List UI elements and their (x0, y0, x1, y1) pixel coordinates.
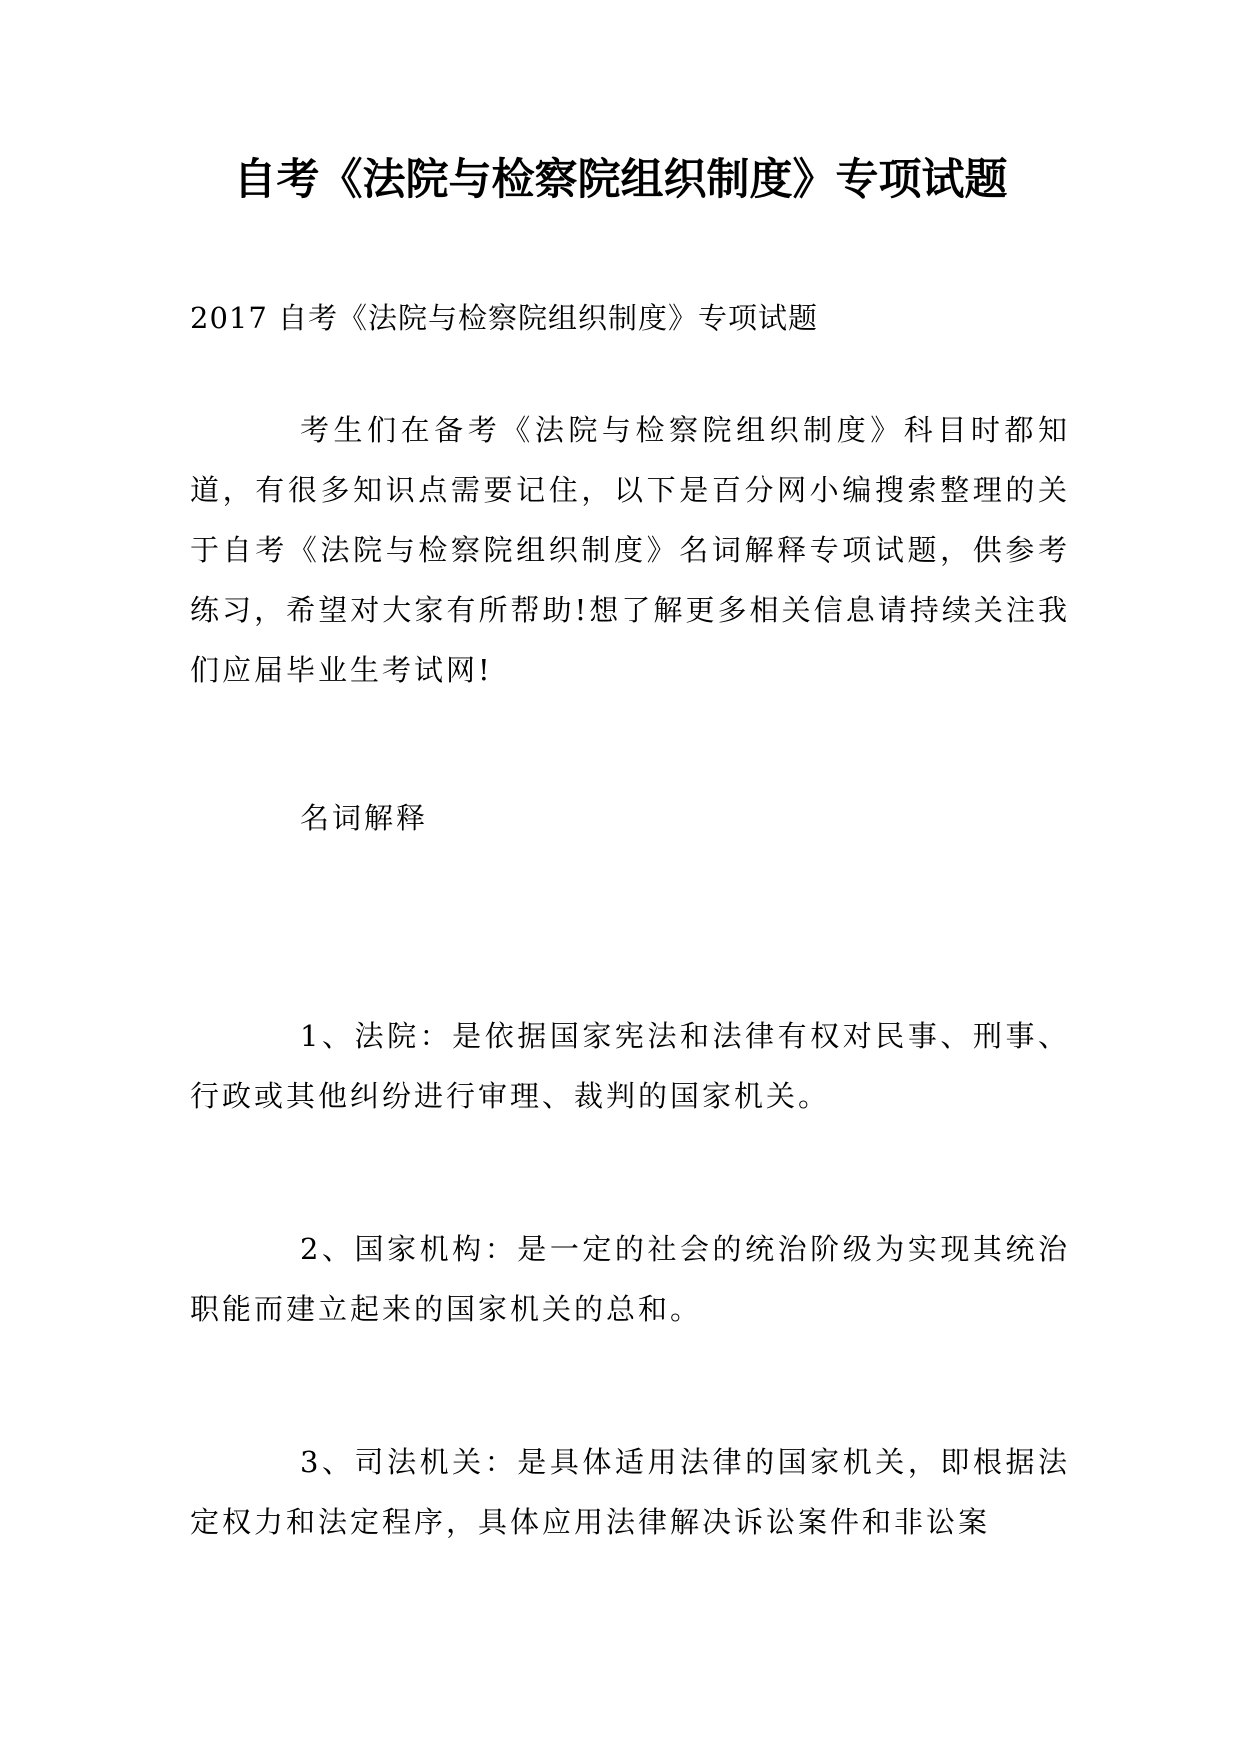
intro-paragraph: 考生们在备考《法院与检察院组织制度》科目时都知道，有很多知识点需要记住，以下是百分网小编搜索整理的关于自考《法院与检察院组织制度》名词解释专项试题，供参考练习，希望对大家有所帮助!想了解更多相关信息请持续关注我们应届毕业生考试网! (190, 413, 1070, 687)
document-subtitle: 2017 自考《法院与检察院组织制度》专项试题 (190, 301, 819, 335)
definition-item-court: 1、法院：是依据国家宪法和法律有权对民事、刑事、行政或其他纠纷进行审理、裁判的国家机关。 (190, 1019, 1070, 1113)
document-title: 自考《法院与检察院组织制度》专项试题 (233, 155, 1008, 205)
definition-item-judicial-organs: 3、司法机关：是具体适用法律的国家机关，即根据法定权力和法定程序，具体应用法律解决诉讼案件和非讼案 (190, 1445, 1070, 1539)
section-heading: 名词解释 (300, 801, 429, 835)
definition-item-state-organs: 2、国家机构：是一定的社会的统治阶级为实现其统治职能而建立起来的国家机关的总和。 (190, 1232, 1070, 1326)
